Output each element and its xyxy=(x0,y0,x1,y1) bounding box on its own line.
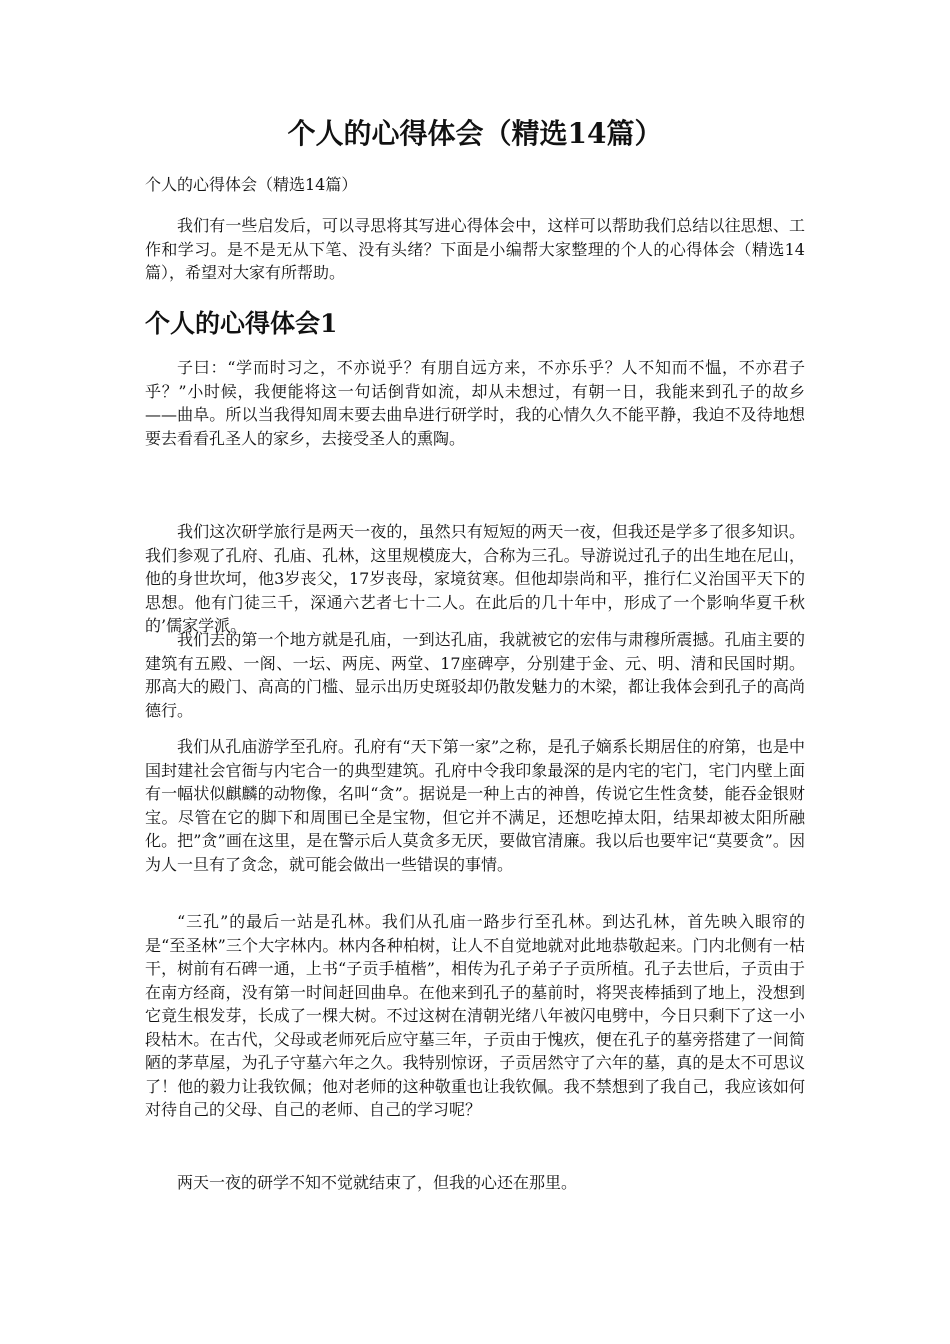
body-paragraph: 我们去的第一个地方就是孔庙，一到达孔庙，我就被它的宏伟与肃穆所震撼。孔庙主要的建筑有五殿、一阁、一坛、两庑、两堂、17座碑亭，分别建于金、元、明、清和民国时期。那高大的殿门、高高的门槛、显示出历史斑驳却仍散发魅力的木梁，都让我体会到孔子的高尚德行。 xyxy=(145,630,805,720)
body-paragraph: “三孔”的最后一站是孔林。我们从孔庙一路步行至孔林。到达孔林，首先映入眼帘的是“至圣林”三个大字林内。林内各种柏树，让人不自觉地就对此地恭敬起来。门内北侧有一枯干，树前有石碑一通，上书“子贡手植楷”，相传为孔子弟子子贡所植。孔子去世后，子贡由于在南方经商，没有第一时间赶回曲阜。在他来到孔子的墓前时，将哭丧棒插到了地上，没想到它竟生根发芽，长成了一棵大树。不过这树在清朝光绪八年被闪电劈中，今日只剩下了这一小段枯木。在古代，父母或老师死后应守墓三年，子贡由于愧疚，便在孔子的墓旁搭建了一间简陋的茅草屋，为孔子守墓六年之久。我特别惊讶，子贡居然守了六年的墓，真的是太不可思议了！他的毅力让我钦佩；他对老师的这种敬重也让我钦佩。我不禁想到了我自己，我应该如何对待自己的父母、自己的老师、自己的学习呢？ xyxy=(145,912,805,1119)
body-paragraph: 我们从孔庙游学至孔府。孔府有“天下第一家”之称，是孔子嫡系长期居住的府第，也是中国封建社会官衙与内宅合一的典型建筑。孔府中令我印象最深的是内宅的宅门，宅门内壁上面有一幅状似麒麟的动物像，名叫“贪”。据说是一种上古的神兽，传说它生性贪婪，能吞金银财宝。尽管在它的脚下和周围已全是宝物，但它并不满足，还想吃掉太阳，结果却被太阳所融化。把”贪”画在这里，是在警示后人莫贪多无厌，要做官清廉。我以后也要牢记“莫要贪”。因为人一旦有了贪念，就可能会做出一些错误的事情。 xyxy=(145,737,805,874)
section-heading: 个人的心得体会1 xyxy=(145,309,338,338)
body-paragraph: 两天一夜的研学不知不觉就结束了，但我的心还在那里。 xyxy=(177,1173,578,1192)
body-paragraph: 我们这次研学旅行是两天一夜的，虽然只有短短的两天一夜，但我还是学多了很多知识。我们参观了孔府、孔庙、孔林，这里规模庞大，合称为三孔。导游说过孔子的出生地在尼山，他的身世坎坷，他3岁丧父，17岁丧母，家境贫寒。但他却崇尚和平，推行仁义治国平天下的思想。他有门徒三千，深通六艺者七十二人。在此后的几十年中，形成了一个影响华夏千秋的’儒家学派。 xyxy=(145,522,805,635)
document-subtitle: 个人的心得体会（精选14篇） xyxy=(145,175,358,194)
intro-paragraph: 我们有一些启发后，可以寻思将其写进心得体会中，这样可以帮助我们总结以往思想、工作和学习。是不是无从下笔、没有头绪？下面是小编帮大家整理的个人的心得体会（精选14篇），希望对大家有所帮助。 xyxy=(145,216,805,282)
document-title: 个人的心得体会（精选14篇） xyxy=(287,117,663,150)
body-paragraph: 子曰：“学而时习之，不亦说乎？有朋自远方来，不亦乐乎？人不知而不愠，不亦君子乎？”小时候，我便能将这一句话倒背如流，却从未想过，有朝一日，我能来到孔子的故乡——曲阜。所以当我得知周末要去曲阜进行研学时，我的心情久久不能平静，我迫不及待地想要去看看孔圣人的家乡，去接受圣人的熏陶。 xyxy=(145,358,805,448)
